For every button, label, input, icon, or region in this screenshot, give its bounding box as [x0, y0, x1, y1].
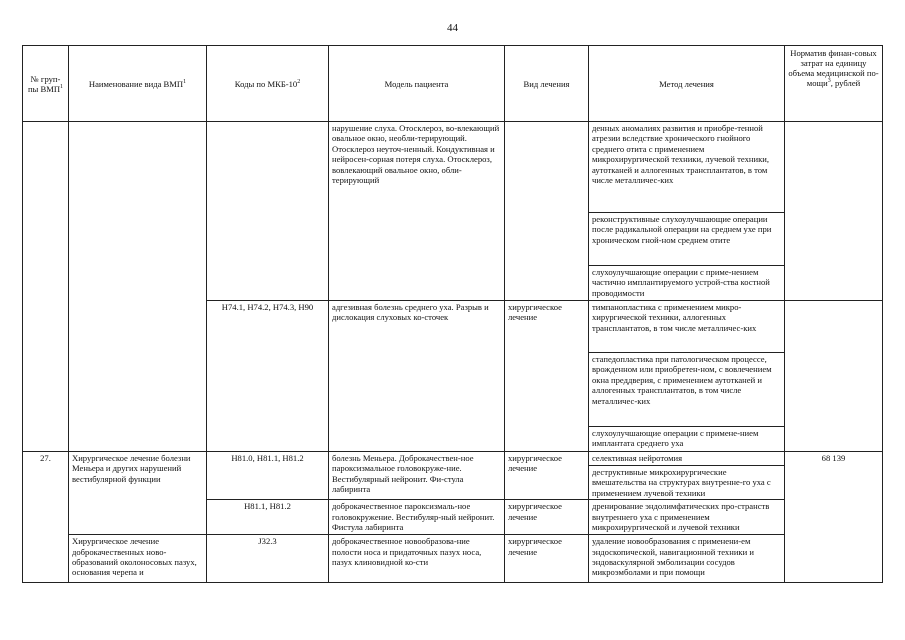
page-number: 44 [447, 22, 458, 34]
cell-method: селективная нейротомия [589, 452, 785, 466]
cell-codes: H81.0, H81.1, H81.2 [207, 452, 329, 500]
cell-method: реконструктивные слухоулучшающие операции после радикальной операции на среднем ухе при хроническом гной-ном среднем отите [589, 213, 785, 266]
cell-codes [207, 122, 329, 301]
cell-model: доброкачественное новообразова-ние полости носа и придаточных пазух носа, пазух клиновидной ко-сти [329, 535, 505, 583]
cell-method: денных аномалиях развития и приобре-тенной атрезии вследствие хронического гнойного среднего отита с применением микрохирургической техники, лучевой техники, аутотканей и аллогенных трансплантатов, в том числе металличес-ких [589, 122, 785, 213]
table-header-row [23, 46, 883, 122]
cell-codes: H81.1, H81.2 [207, 500, 329, 535]
cell-type [505, 122, 589, 301]
cell-method: слухоулучшающие операции с приме-нением частично имплантируемого устрой-ства костной проводимости [589, 266, 785, 301]
cell-model: адгезивная болезнь среднего уха. Разрыв и дислокация слуховых ко-сточек [329, 301, 505, 452]
table-row [23, 122, 883, 213]
table-row [23, 452, 883, 466]
cell-type: хирургическое лечение [505, 535, 589, 583]
cell-model: нарушение слуха. Отосклероз, во-влекающий овальное окно, необли-терирующий. Отосклероз неуточ-ненный. Кондуктивная и нейросен-сорная потеря слуха. Отосклероз, вовлекающий овальное окно, обли-терирующий [329, 122, 505, 301]
header-model: Модель пациента [329, 46, 505, 122]
header-group: № груп-пы ВМП$^1$ [23, 46, 69, 122]
cell-method: слухоулучшающие операции с примене-нием имплантата среднего уха [589, 427, 785, 452]
cell-method: деструктивные микрохирургические вмешательства на структурах внутренне-го уха с применением лучевой техники [589, 466, 785, 500]
header-norm: Норматив финан-совых затрат на единицу объема медицинской по-мощи$^3$, рублей [785, 46, 883, 122]
cell-name [69, 122, 207, 452]
table-row [23, 535, 883, 583]
cell-norm: 68 139 [785, 452, 883, 583]
cell-model: доброкачественное пароксизмаль-ное головокружение. Вестибуляр-ный нейронит. Фистула лабиринта [329, 500, 505, 535]
vmp-table [22, 45, 883, 583]
cell-norm [785, 301, 883, 452]
header-type: Вид лечения [505, 46, 589, 122]
cell-codes: J32.3 [207, 535, 329, 583]
header-method: Метод лечения [589, 46, 785, 122]
cell-method: стапедопластика при патологическом процессе, врожденном или приобретен-ном, с вовлечением окна преддверия, с применением аутотканей и аллогенных трансплантатов, в том числе металличес-ких [589, 353, 785, 427]
cell-name: Хирургическое лечение доброкачественных ново-образований околоносовых пазух, основания черепа и [69, 535, 207, 583]
cell-method: тимпанопластика с применением микро-хирургической техники, аллогенных трансплантатов, в том числе металличес-ких [589, 301, 785, 353]
cell-type: хирургическое лечение [505, 452, 589, 500]
cell-type: хирургическое лечение [505, 500, 589, 535]
cell-model: болезнь Меньера. Доброкачествен-ное пароксизмальное головокруже-ние. Вестибулярный нейронит. Фи-стула лабиринта [329, 452, 505, 500]
cell-group [23, 122, 69, 452]
cell-norm [785, 122, 883, 301]
cell-codes: H74.1, H74.2, H74.3, H90 [207, 301, 329, 452]
cell-type: хирургическое лечение [505, 301, 589, 452]
cell-method: дренирование эндолимфатических про-странств внутреннего уха с применением микрохирургической и лучевой техники [589, 500, 785, 535]
header-codes: Коды по МКБ-$10^2$ [207, 46, 329, 122]
cell-name: Хирургическое лечение болезни Меньера и других нарушений вестибулярной функции [69, 452, 207, 535]
cell-method: удаление новообразования с применени-ем эндоскопической, навигационной техники и эндоваскулярной эмболизации сосудов микроэмболами и при помощи [589, 535, 785, 583]
cell-group: 27. [23, 452, 69, 583]
header-name: Наименование вида ВМП$^1$ [69, 46, 207, 122]
